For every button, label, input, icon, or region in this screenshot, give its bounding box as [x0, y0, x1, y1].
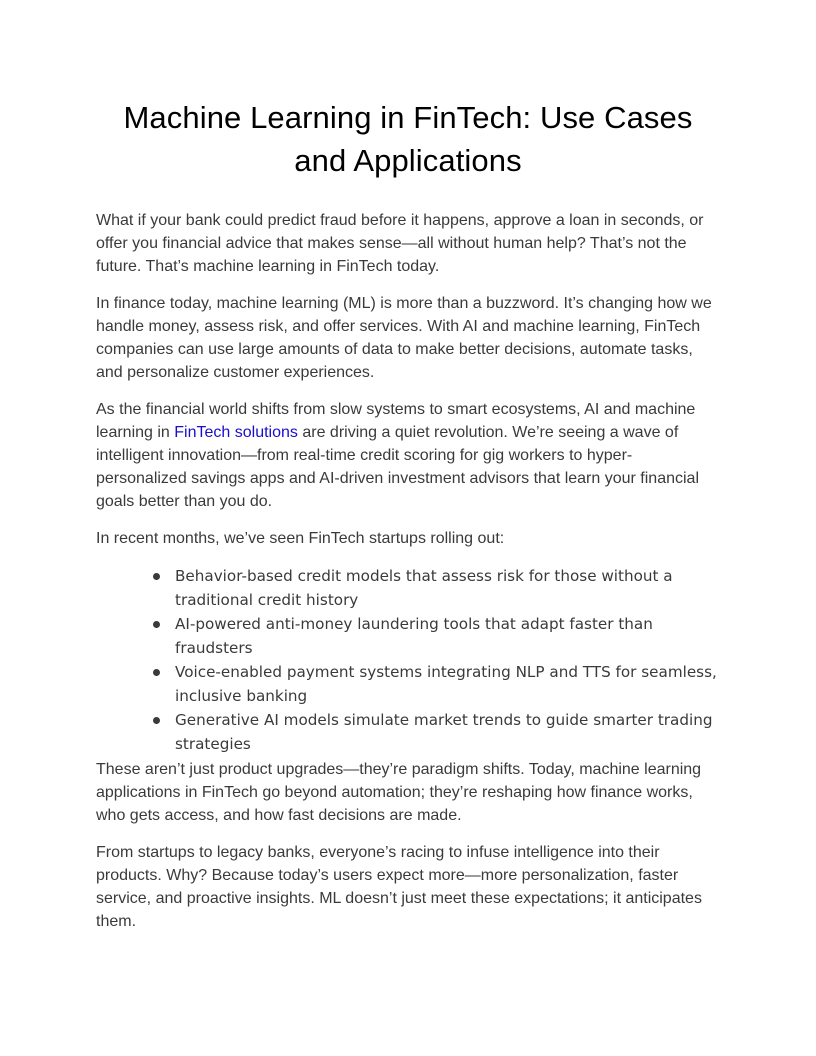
list-item-text: Voice-enabled payment systems integrating NLP and TTS for seamless, inclusive banking	[175, 663, 717, 705]
list-item-text: Generative AI models simulate market trends to guide smarter trading strategies	[175, 711, 713, 753]
list-item	[96, 660, 720, 708]
bullet-icon	[153, 717, 160, 724]
bullet-icon	[153, 621, 160, 628]
revolution-paragraph	[96, 398, 720, 513]
anticipation-paragraph: From startups to legacy banks, everyone’s racing to infuse intelligence into their products. Why? Because today’s users expect more—more personalization, faster service, and proactive insights. ML doesn’t just meet these expectations; it anticipates them.	[96, 844, 702, 930]
revolution-text-after-link: are driving a quiet revolution. We’re seeing a wave of intelligent innovation—from real-time credit scoring for gig workers to hyper-personalized savings apps and AI-driven investment advisors that learn your financial goals better than you do.	[96, 424, 699, 510]
paradigm-shift-paragraph: These aren’t just product upgrades—they’re paradigm shifts. Today, machine learning applications in FinTech go beyond automation; they’re reshaping how finance works, who gets access, and how fast decisions are made.	[96, 761, 702, 824]
list-item-text: Behavior-based credit models that assess risk for those without a traditional credit history	[175, 567, 673, 609]
revolution-text-before-link: As the financial world shifts from slow systems to smart ecosystems, AI and machine learning in	[96, 401, 696, 441]
intro-paragraph: What if your bank could predict fraud before it happens, approve a loan in seconds, or offer you financial advice that makes sense—all without human help? That’s not the future. That’s machine learning in FinTech today.	[96, 212, 704, 275]
list-item	[96, 564, 720, 612]
list-item	[96, 708, 720, 756]
list-item-text: AI-powered anti-money laundering tools that adapt faster than fraudsters	[175, 615, 653, 657]
list-intro-paragraph: In recent months, we’ve seen FinTech startups rolling out:	[96, 530, 505, 547]
list-item	[96, 612, 720, 660]
startup-features-list	[96, 564, 720, 756]
ml-definition-paragraph: In finance today, machine learning (ML) is more than a buzzword. It’s changing how we handle money, assess risk, and offer services. With AI and machine learning, FinTech companies can use large amounts of data to make better decisions, automate tasks, and personalize customer experiences.	[96, 295, 712, 381]
fintech-solutions-link[interactable]: FinTech solutions	[174, 424, 298, 441]
bullet-icon	[153, 573, 160, 580]
page-title: Machine Learning in FinTech: Use Cases and Applications	[123, 100, 693, 178]
bullet-icon	[153, 669, 160, 676]
document-page	[96, 96, 720, 933]
